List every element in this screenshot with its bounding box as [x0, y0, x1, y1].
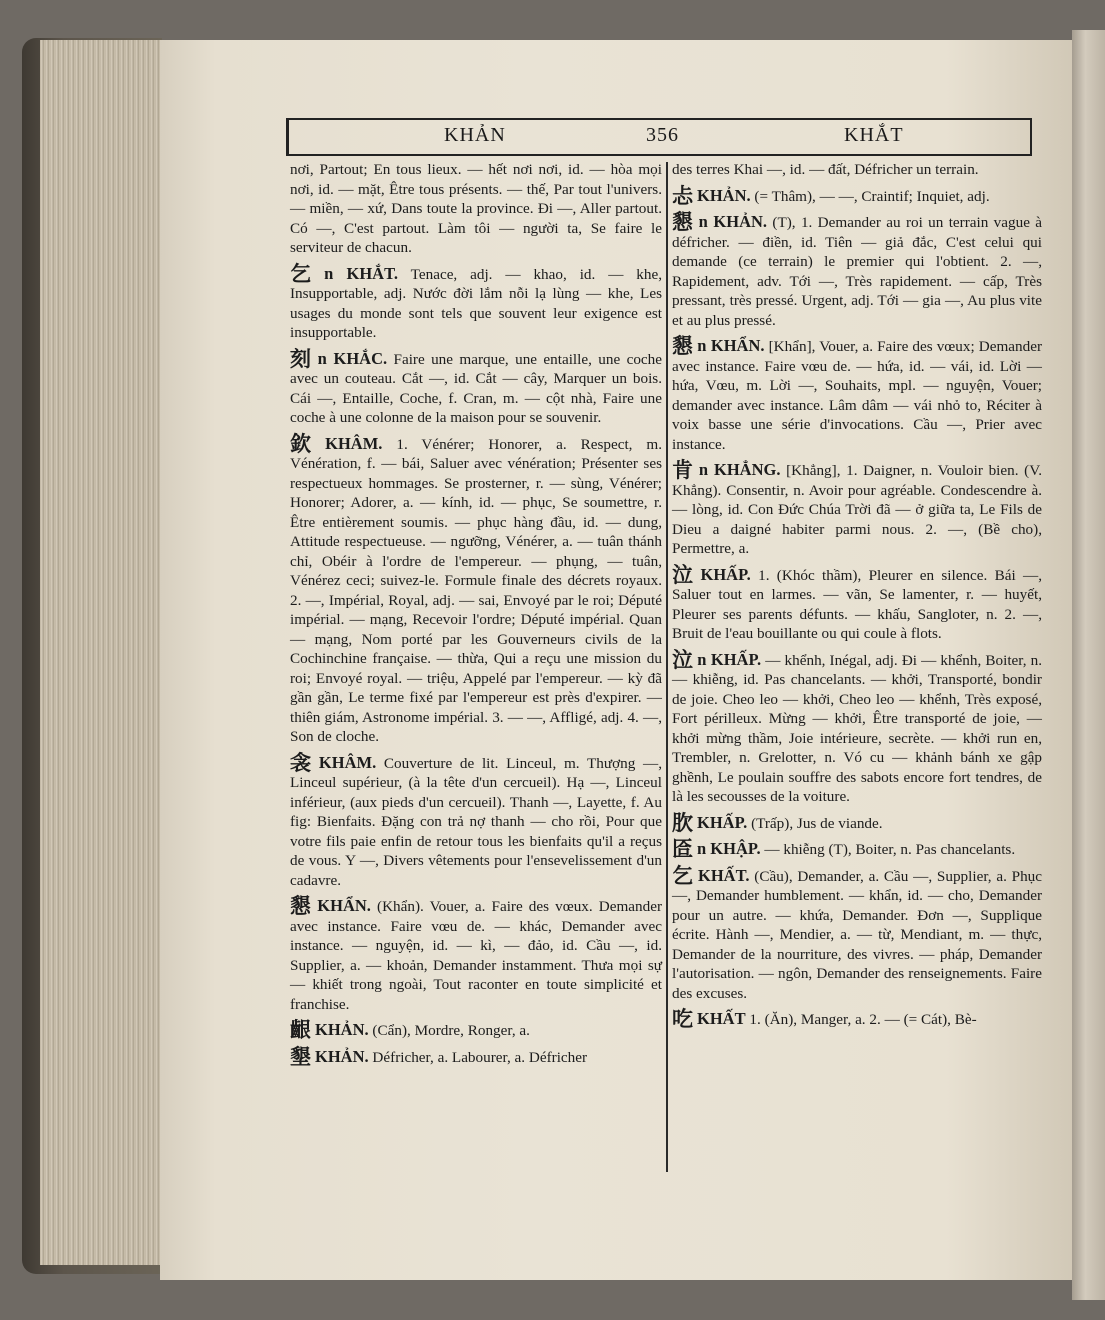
chinese-character: 吃: [672, 1007, 693, 1031]
headword: n KHẲNG.: [698, 460, 781, 479]
headword: n KHẮC.: [317, 348, 388, 368]
entry-text: 1. (Ăn), Manger, a. 2. — (= Cát), Bè-: [749, 1011, 977, 1028]
dictionary-entry: [672, 1009, 1042, 1030]
entry-text: (Cầu), Demander, a. Cầu —, Supplier, a. Phục —, Demander humblement. — khẩn, id. — cho, Demander pour un autre. — khứa, Demander. Đơn —, Supplique écrite. Hành —, Mendier, a. — từ, Mendiant, m. — thực, Demander de la nourriture, des vivres. — pháp, Demander l'autorisation. — ngôn, Demander des renseignements. Faire des excuses.: [672, 867, 1043, 1002]
entry-text: — khiễng (T), Boiter, n. Pas chancelants.: [764, 841, 1016, 858]
headword: n KHẮT.: [324, 263, 399, 283]
entry-text: (= Thâm), — —, Craintif; Inquiet, adj.: [754, 187, 990, 205]
dictionary-entry: [672, 647, 1043, 807]
entry-text: Faire une marque, une entaille, une coche avec un couteau. Cắt —, id. Cắt — cây, Marquer un bois. Cái —, Entaille, Coche, f. Cran, m. — cột nhà, Faire une coche à une colonne de la maison pour se souvenir.: [290, 350, 663, 426]
chinese-character: 泣: [672, 562, 697, 587]
column-divider: [666, 162, 668, 1172]
page-number: 356: [646, 124, 679, 146]
dictionary-entry: [290, 261, 663, 343]
headword: KHẤT: [697, 1009, 746, 1028]
headword: KHẤT.: [697, 865, 750, 885]
entry-text: (Trấp), Jus de viande.: [751, 814, 883, 832]
dictionary-entry: [672, 212, 1042, 330]
dictionary-entry: [672, 460, 1042, 559]
headword: n KHẢN.: [698, 212, 768, 231]
entry-text: 1. Vénérer; Honorer, a. Respect, m. Vénération, f. — bái, Saluer avec vénération; Présenter ses respectueux hommages. Se prosterner, r. — sùng, Vénérer; Honorer; Adorer, a. — kính, id. — phục, Se soumettre, r. Être entièrement soumis. — phục hàng đầu, id. — dung, Attitude respectueuse. — ngưỡng, Vénérer, a. — tuân thánh chỉ, Obéir à l'ordre de l'empereur. — phụng, — tuân, Vénérez ceci; suivez-le. Formule finale des décrets royaux. 2. —, Impérial, Royal, adj. — sai, Envoyé par le roi; Député impérial. — mạng, Recevoir l'ordre; Député impérial. Quan — mạng, Nom porté par les Gouverneurs civils de la Cochinchine française. — thừa, Qui a reçu une mission du roi; Envoyé royal. — triệu, Appelé par l'empereur. — kỳ đã gần gần, Le terme fixé par l'empereur est près d'expirer. — thiên giám, Astronome impérial. 3. — —, Affligé, adj. 4. —, Son de cloche.: [290, 435, 662, 745]
entry-text: (Khẩn). Vouer, a. Faire des vœux. Demander avec instance. Faire vœu de. — khác, Demander avec instance. — nguyện, id. — kì, — đảo, id. Cầu —, id. Supplier, a. — khoản, Demander instamment. Thưa mọi sự — khiết trong ngoài, Tout raconter en toute simplicité et franchise.: [290, 898, 663, 1013]
entry-text: Couverture de lit. Linceul, m. Thượng —, Linceul supérieur, (à la tête d'un cercueil). Hạ —, Linceul inférieur, (aux pieds d'un cercueil). Thanh —, Layette, f. Au fig: Bienfaits. Đặng con trả nợ thanh — cho rồi, Pour que votre fils paie enfin de retour tous les bienfaits qu'il a reçus de vous. Y —, Divers vêtements pour l'ensevelissement d'un cadavre.: [290, 754, 663, 889]
headword: KHẨN.: [317, 896, 371, 915]
chinese-character: 衾: [290, 750, 315, 775]
chinese-character: 乞: [290, 261, 321, 286]
chinese-character: 肯: [672, 458, 695, 482]
entry-text: 1. (Khóc thầm), Pleurer en silence. Bái —, Saluer tout en larmes. — vãn, Se lamenter, r. — huyết, Pleurer ses parents défunts. — khấu, Sangloter, n. 2. —, Bruit de l'eau bouillante ou qui coule à flots.: [672, 566, 1043, 642]
dictionary-entry: [672, 183, 1042, 208]
chinese-character: 懇: [290, 894, 314, 918]
page-edges: [40, 40, 172, 1265]
chinese-character: 懇: [672, 210, 695, 234]
dictionary-entry: [672, 810, 1042, 835]
headword: KHẤP.: [700, 564, 751, 584]
dictionary-entry: [290, 431, 662, 747]
chinese-character: 墾: [290, 1044, 311, 1069]
dictionary-entry: [290, 750, 663, 891]
left-column: [290, 160, 662, 1073]
dictionary-entry: [672, 863, 1043, 1004]
headword: KHẢN.: [697, 185, 751, 205]
chinese-character: 匼: [672, 837, 693, 861]
headword: KHẤP.: [697, 812, 748, 832]
headword: n KHẨN.: [697, 336, 765, 355]
dictionary-entry: [290, 896, 662, 1014]
dictionary-entry: [290, 1044, 662, 1069]
dictionary-entry: [290, 160, 662, 258]
entry-text: Tenace, adj. — khao, id. — khe, Insupportable, adj. Nước đời lắm nỗi lạ lùng — khe, Les usages du monde sont tels que souvent leur exigence est insupportable.: [290, 265, 663, 341]
dictionary-entry: [290, 346, 663, 428]
dictionary-entry: [672, 839, 1042, 860]
next-page-edge: [1072, 30, 1105, 1300]
entry-text: (T), 1. Demander au roi un terrain vague à défricher. — điền, id. Tiên — giả đắc, C'est celui qui demande (ce terrain) le premier qui l'obtient. 2. —, Rapidement, adv. Tới —, Très rapidement. — cấp, Très pressant, très pressé. Urgent, adj. Tới — gia —, Au plus vite et au plus pressé.: [672, 214, 1043, 329]
entry-text: des terres Khai —, id. — đất, Défricher un terrain.: [672, 161, 979, 178]
dictionary-entry: [672, 336, 1042, 454]
entry-text: nơi, Partout; En tous lieux. — hết nơi nơi, id. — hòa mọi nơi, id. — mặt, Être tous présents. — thế, Par tout l'univers. — miền, — xứ, Dans toute la province. Đi —, Aller partout. Có —, C'est partout. Làm tôi — người ta, Se faire le serviteur de chacun.: [290, 161, 662, 256]
entry-text: — khểnh, Inégal, adj. Đi — khểnh, Boiter, n. — khiễng, id. Pas chancelants. — khởi, Transporté, bondir de joie. Cheo leo — khởi, Cheo leo — khểnh, Très exposé, Fort périlleux. Mừng — khởi, Être transporté de joie, — khởi mừng thầm, Joie intérieure, secrète. — khởi run en, Trembler, n. Grelotter, n. Vó cu — khảnh bánh xe gập ghềnh, Le poulain souffre des sabots encore fort tendres, de là les secousses de la voiture.: [672, 651, 1043, 805]
headword: KHÂM.: [318, 752, 377, 772]
chinese-character: 刻: [290, 346, 314, 371]
chinese-character: 忐: [672, 183, 693, 208]
headword: KHẢN.: [315, 1020, 369, 1039]
headword: KHẢN.: [315, 1046, 369, 1066]
running-header: [286, 118, 1032, 156]
dictionary-entry: [290, 1020, 662, 1041]
right-column: [672, 160, 1042, 1036]
headword: n KHẤP.: [697, 649, 762, 669]
chinese-character: 懇: [672, 334, 694, 358]
entry-text: Défricher, a. Labourer, a. Défricher: [372, 1048, 588, 1066]
headword: KHÂM.: [325, 433, 383, 453]
entry-text: [Khẳng], 1. Daigner, n. Vouloir bien. (V. Khẳng). Consentir, n. Avoir pour agréable. Condescendre à. — lòng, id. Con Đức Chúa Trời đã — ở giữa ta, Le Fils de Dieu a daigné habiter parmi nous. 2. —, (Bề cho), Permettre, a.: [672, 462, 1043, 557]
header-right-word: KHẮT: [844, 124, 904, 146]
chinese-character: 乞: [672, 863, 694, 888]
entry-text: (Cẩn), Mordre, Ronger, a.: [372, 1022, 530, 1039]
chinese-character: 泣: [672, 647, 694, 672]
entry-text: [Khẩn], Vouer, a. Faire des vœux; Demander avec instance. Faire vœu de. — hứa, id. — vái, id. Lời — hứa, Vœu, m. Lời —, Souhaits, mpl. — nguyện, Vouer; demander avec instance. Lâm dâm — vái nhỏ to, Réciter à voix basse une série d'invocations. Cầu —, Prier avec instance.: [672, 338, 1043, 453]
chinese-character: 欽: [290, 431, 322, 456]
dictionary-entry: [672, 160, 1042, 180]
chinese-character: 肷: [672, 810, 693, 835]
dictionary-entry: [672, 562, 1043, 644]
header-left-word: KHẢN: [444, 124, 506, 146]
chinese-character: 齦: [290, 1018, 311, 1042]
headword: n KHẬP.: [697, 839, 761, 858]
